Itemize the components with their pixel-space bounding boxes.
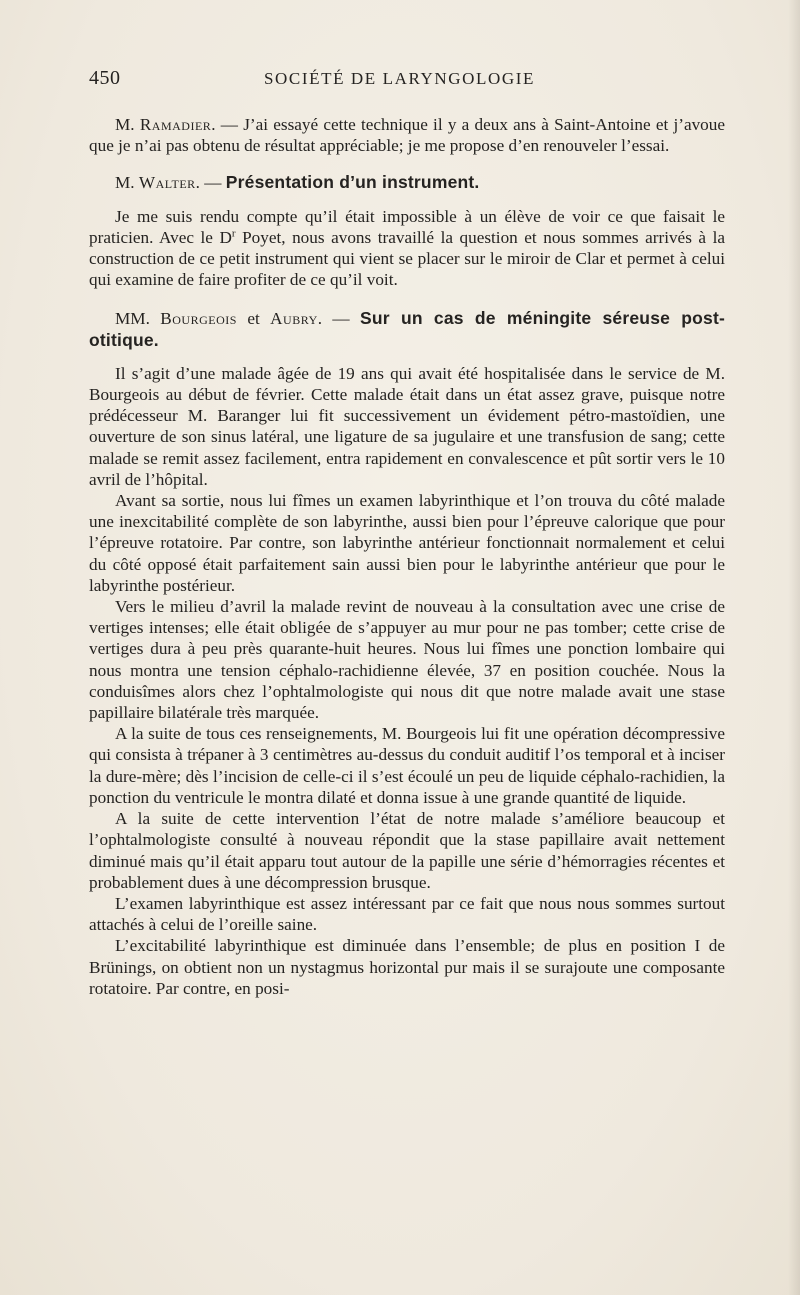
walter-speaker: Walter xyxy=(138,173,196,193)
ramadier-prefix: M. xyxy=(115,115,140,134)
page-edge-shadow xyxy=(788,0,800,1295)
bourgeois-paragraph-5: A la suite de cette intervention l’état de notre malade s’améliore beaucoup et l’ophtalmologiste consulté à nouveau répondit que la stase papillaire avait nettement diminué mais qu’il était apparu tout autour de la papille une série d’hémorragies récentes et probablement dues à une décompression brusque. xyxy=(89,809,725,892)
walter-heading xyxy=(89,172,725,193)
running-head-title: SOCIÉTÉ DE LARYNGOLOGIE xyxy=(264,69,535,88)
bourgeois-paragraph-7: L’excitabilité labyrinthique est diminuée dans l’ensemble; de plus en position I de Brünings, on obtient non un nystagmus horizontal pur mais il se surajoute une composante rotatoire. Par contre, en posi- xyxy=(89,936,725,998)
bourgeois-paragraph-6: L’examen labyrinthique est assez intéressant par ce fait que nous nous sommes surtout attachés à celui de l’oreille saine. xyxy=(89,893,725,935)
page-number: 450 xyxy=(89,67,121,89)
running-head xyxy=(89,67,725,97)
bourgeois-paragraph-1: Il s’agit d’une malade âgée de 19 ans qui avait été hospitalisée dans le service de M. Bourgeois au début de février. Cette malade était dans un état assez grave, puisque notre prédécesseur M. Baranger lui fit successivement un évidement pétro-mastoïdien, une ouverture de son sinus latéral, une ligature de sa jugulaire et une transfusion de sang; cette malade se remit assez facilement, entra rapidement en convalescence et pût sortir vers le 10 avril de l’hôpital. xyxy=(89,363,725,489)
bourgeois-speaker-1: Bourgeois xyxy=(160,309,237,329)
walter-body-sup: r xyxy=(231,227,236,240)
body-text xyxy=(89,114,725,999)
bourgeois-heading xyxy=(89,308,725,350)
walter-prefix: M. xyxy=(115,173,139,193)
walter-dash: . — xyxy=(195,173,226,193)
ramadier-speaker: Ramadier xyxy=(139,115,212,134)
bourgeois-prefix: MM. xyxy=(115,309,161,329)
walter-body-after: Poyet, nous avons travaillé la question et nous sommes arrivés à la construction de ce petit instrument qui vient se placer sur le miroir de Clar et permet à celui qui examine de faire profiter de ce qu’il voit. xyxy=(89,227,725,290)
bourgeois-title: Sur un cas de méningite séreuse post-otitique. xyxy=(89,308,726,350)
ramadier-text: . — J’ai essayé cette technique il y a deux ans à Saint-Antoine et j’avoue que je n’ai pas obtenu de résultat appréciable; je me propose d’en renouveler l’essai. xyxy=(89,115,725,156)
bourgeois-dash: . — xyxy=(317,309,361,329)
walter-title: Présentation d’un instrument. xyxy=(225,172,480,193)
bourgeois-paragraph-3: Vers le milieu d’avril la malade revint de nouveau à la consultation avec une crise de vertiges intenses; elle était obligée de s’appuyer au mur pour ne pas tomber; cette crise de vertiges dura à peu près quarante-huit heures. Nous lui fîmes une ponction lombaire qui nous montra une tension céphalo-rachidienne élevée, 37 en position couchée. Nous la conduisîmes alors chez l’ophtalmologiste qui nous dit que notre malade avait une stase papillaire bilatérale très marquée. xyxy=(89,597,725,723)
ramadier-paragraph xyxy=(89,114,725,156)
walter-body-before: Je me suis rendu compte qu’il était impossible à un élève de voir ce que faisait le praticien. Avec le D xyxy=(89,206,725,247)
walter-paragraph xyxy=(89,206,725,291)
bourgeois-conjunction: et xyxy=(236,309,271,329)
bourgeois-paragraph-2: Avant sa sortie, nous lui fîmes un examen labyrinthique et l’on trouva du côté malade une inexcitabilité complète de son labyrinthe, aussi bien pour l’épreuve calorique que pour l’épreuve rotatoire. Par contre, son labyrinthe antérieur fonctionnait normalement et celui du côté opposé était parfaitement sain aussi bien pour le labyrinthe antérieur que pour le labyrinthe postérieur. xyxy=(89,491,725,595)
bourgeois-paragraph-4: A la suite de tous ces renseignements, M. Bourgeois lui fit une opération décompressive qui consista à trépaner à 3 centimètres au-dessus du conduit auditif l’os temporal et à inciser la dure-mère; dès l’incision de celle-ci il s’est écoulé un peu de liquide céphalo-rachidien, la ponction du ventricule le montra dilaté et donna issue à une grande quantité de liquide. xyxy=(89,724,725,807)
bourgeois-speaker-2: Aubry xyxy=(270,309,318,329)
